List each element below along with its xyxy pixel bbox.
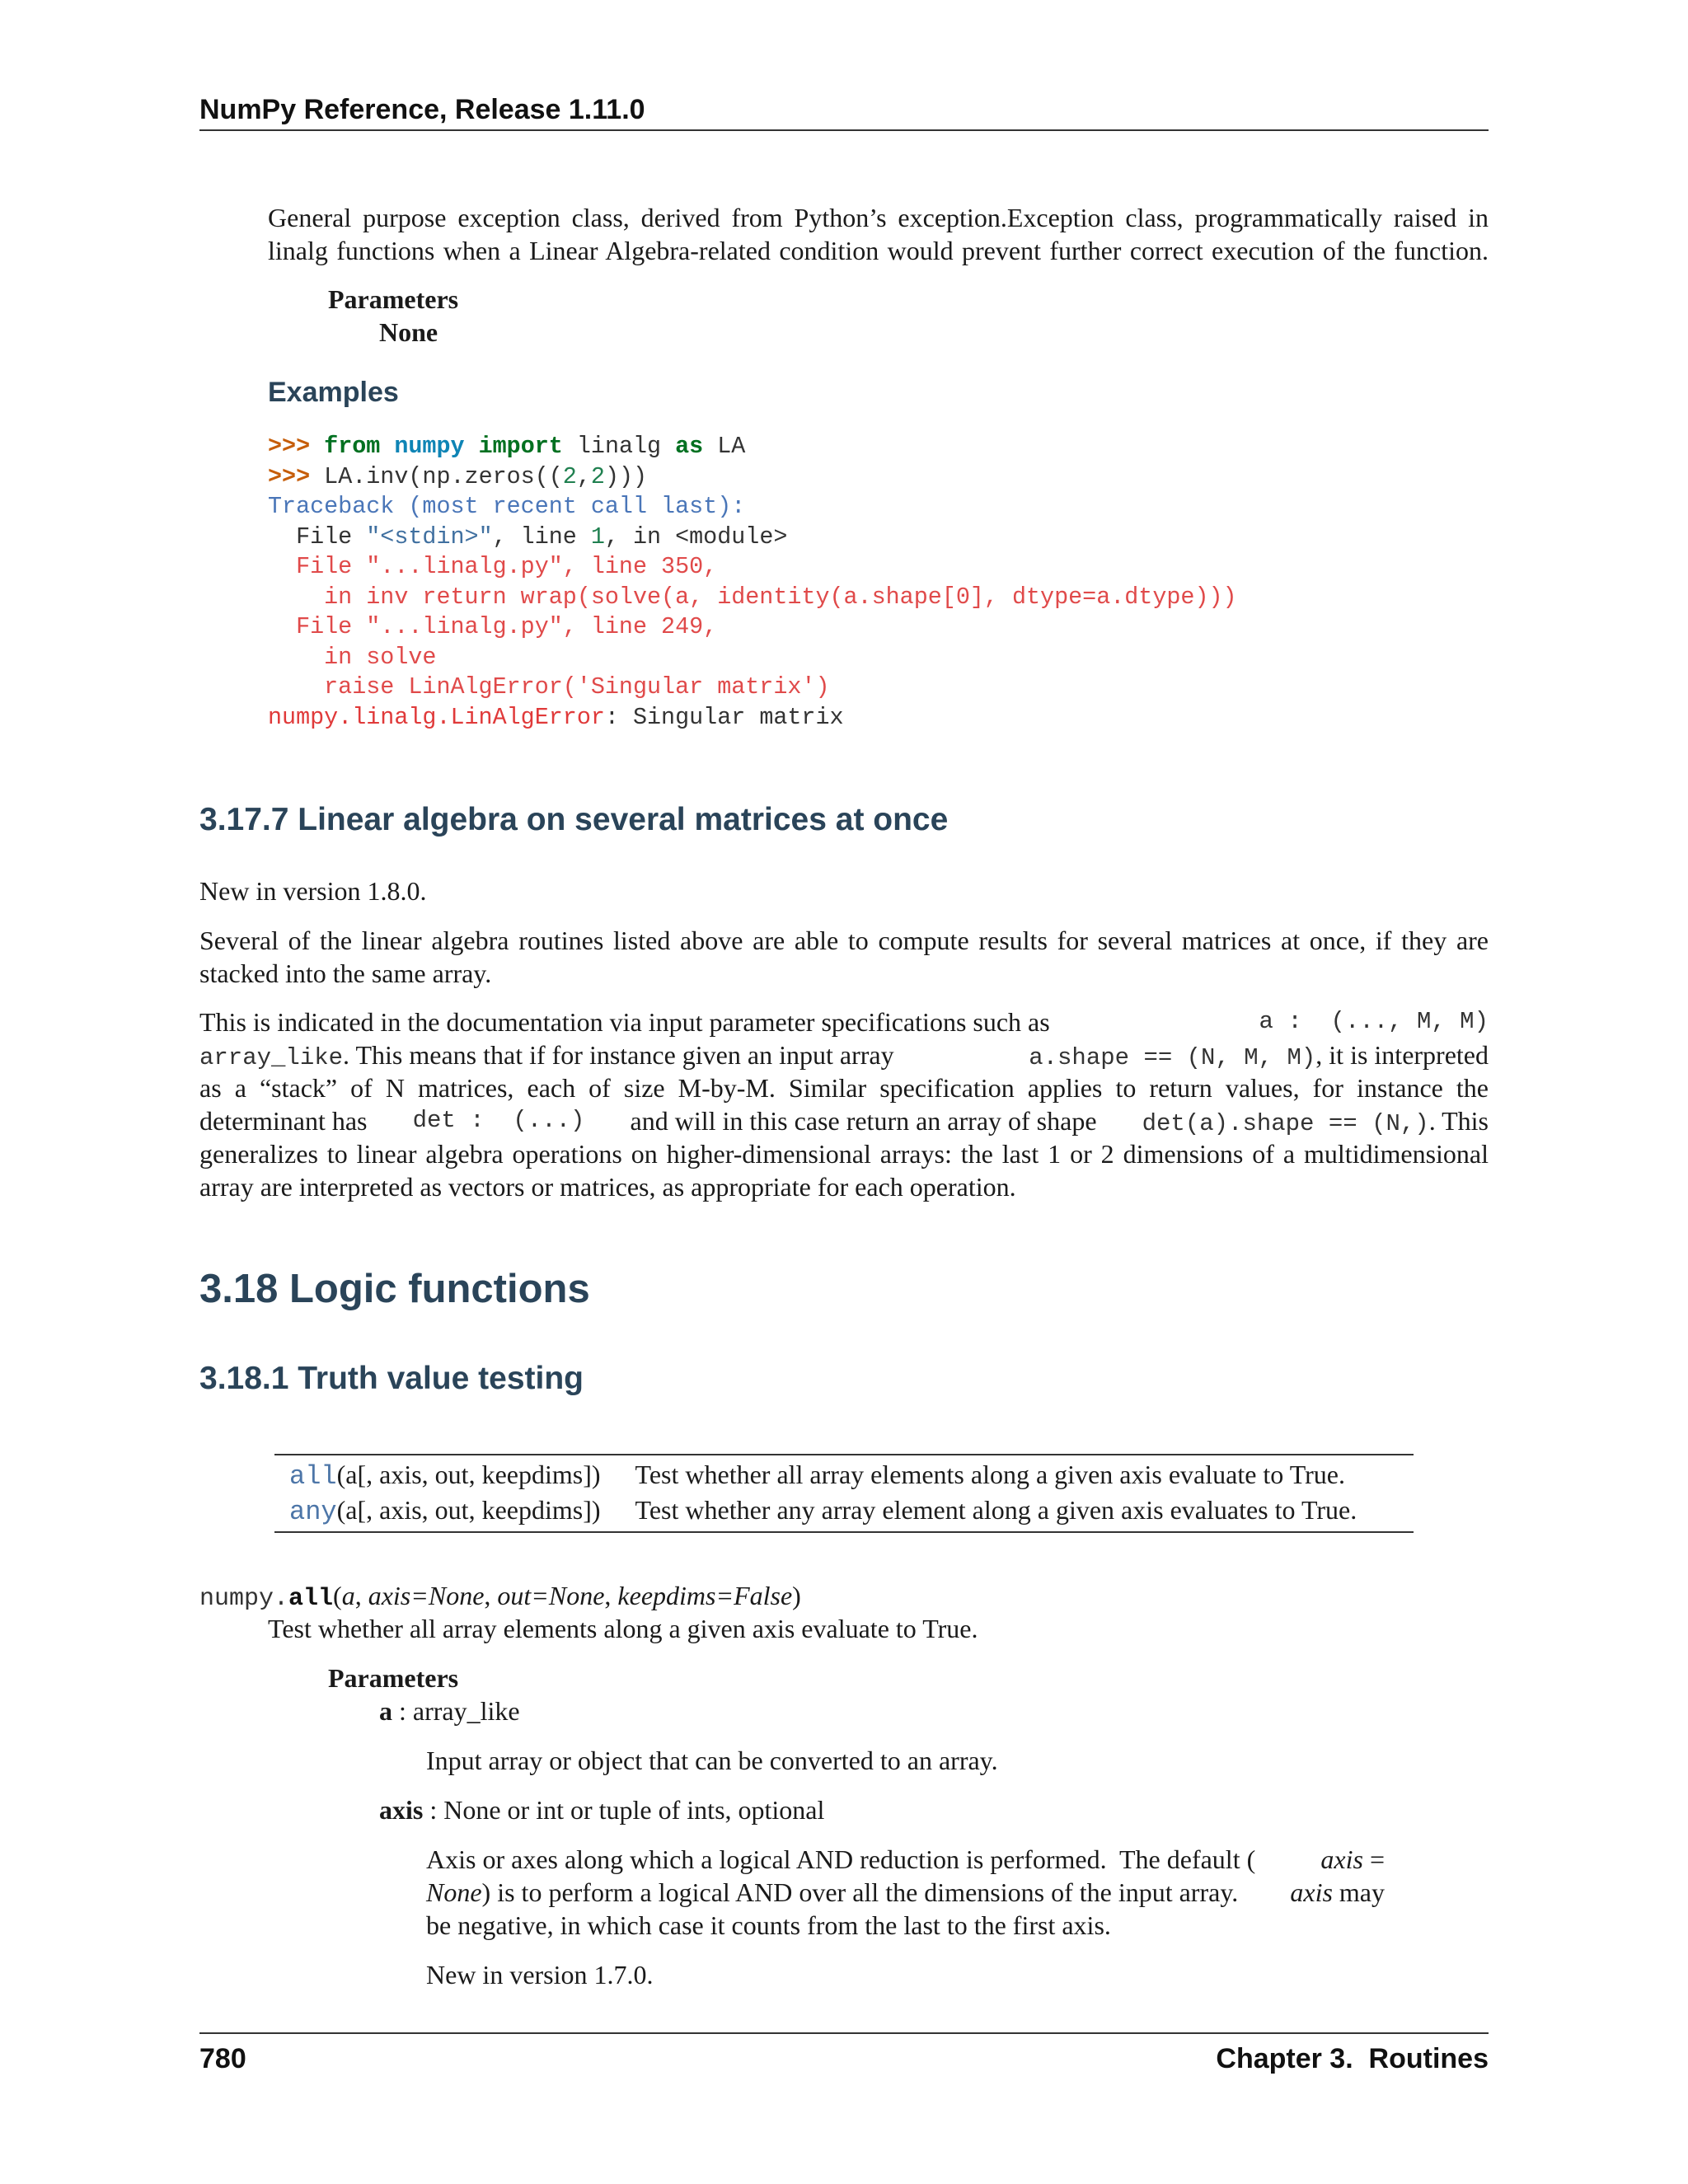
- description-text: =: [1362, 1844, 1385, 1874]
- inline-code: a : (..., M, M): [1259, 1008, 1489, 1035]
- param-axis-version-note: New in version 1.7.0.: [426, 1960, 654, 1990]
- function-signature: [199, 1579, 801, 1615]
- param-type: : array_like: [392, 1696, 520, 1726]
- description-italic: axis: [1320, 1844, 1363, 1874]
- code-text: ,: [576, 462, 591, 490]
- code-line-10: [268, 703, 1237, 733]
- code-line-3: Traceback (most recent call last):: [268, 493, 746, 520]
- paragraph-line: Several of the linear algebra routines listed above are able to compute results for several matrices at once, if they are: [199, 926, 1489, 955]
- exception-description-line-1: General purpose exception class, derived from Python’s exception.Exception class, programmatically raised in: [268, 203, 1489, 232]
- code-number: 2: [562, 462, 577, 490]
- param-type: : None or int or tuple of ints, optional: [423, 1795, 825, 1825]
- description-cell: Test whether all array elements along a given axis evaluate to True.: [635, 1460, 1345, 1489]
- signature-param: out=None: [497, 1581, 605, 1610]
- signature-separator: ,: [354, 1581, 368, 1610]
- signature-param: axis=None: [368, 1581, 485, 1610]
- function-link-any[interactable]: any: [289, 1497, 337, 1527]
- code-text: LA.inv(np.zeros((: [324, 462, 563, 490]
- version-note: New in version 1.8.0.: [199, 876, 427, 906]
- chapter-label: Chapter 3. Routines: [1216, 2043, 1489, 2074]
- inline-code: a.shape == (N, M, M): [1029, 1044, 1316, 1071]
- signature-module: numpy.: [199, 1585, 289, 1613]
- code-prompt: >>>: [268, 433, 325, 460]
- code-prompt: >>>: [268, 462, 325, 490]
- code-text: File: [268, 523, 367, 551]
- paragraph-text: determinant has: [199, 1106, 368, 1136]
- description-segment: [426, 1876, 1238, 1909]
- code-line-1: [268, 432, 1237, 462]
- paragraph-text: . This means that if for instance given an input array: [343, 1040, 894, 1070]
- function-link-all[interactable]: all: [289, 1461, 337, 1492]
- code-text: LA: [703, 433, 746, 460]
- description-italic: None: [426, 1877, 482, 1907]
- paragraph-line: [199, 1005, 1489, 1038]
- code-exception-name: numpy.linalg.LinAlgError: [268, 703, 605, 731]
- table-row: [274, 1493, 1367, 1529]
- inline-code: det(a).shape == (N,): [1142, 1110, 1429, 1137]
- param-name: a: [379, 1696, 392, 1726]
- paragraph-text: and will in this case return an array of shape: [630, 1106, 1097, 1136]
- param-axis-description-line: be negative, in which case it counts from the last to the first axis.: [426, 1910, 1111, 1940]
- signature-paren: ): [792, 1581, 801, 1610]
- code-keyword-from: from: [324, 433, 381, 460]
- page-number: 780: [199, 2043, 246, 2074]
- code-text: linalg: [562, 433, 676, 460]
- description-text: ) is to perform a logical AND over all the dimensions of the input array.: [481, 1877, 1239, 1907]
- param-a: [379, 1694, 520, 1727]
- summary-table: [274, 1458, 1367, 1529]
- description-cell: Test whether any array element along a given axis evaluates to True.: [635, 1495, 1357, 1525]
- code-line-4: [268, 523, 1237, 553]
- paragraph-line: stacked into the same array.: [199, 958, 492, 988]
- code-text: : Singular matrix: [604, 703, 844, 731]
- signature-name: all: [288, 1585, 334, 1613]
- code-line-9: raise LinAlgError('Singular matrix'): [268, 673, 830, 701]
- signature-paren: (: [333, 1581, 342, 1610]
- param-axis: [379, 1793, 824, 1826]
- signature-param: keepdims=False: [617, 1581, 793, 1610]
- code-example-block: [268, 432, 1237, 733]
- footer-rule: [199, 2032, 1489, 2034]
- description-text: Axis or axes along which a logical AND reduction is performed. The default (: [426, 1844, 1256, 1874]
- paragraph-segment: [1029, 1038, 1489, 1075]
- parameters-value: None: [379, 317, 438, 347]
- param-axis-description-line: [426, 1843, 1385, 1876]
- paragraph-line: array are interpreted as vectors or matrices, as appropriate for each operation.: [199, 1172, 1016, 1202]
- paragraph-line: generalizes to linear algebra operations on higher-dimensional arrays: the last 1 or 2 dimensions of a multidimensional: [199, 1139, 1489, 1169]
- code-text: , line: [492, 523, 591, 551]
- exception-description-line-2: linalg functions when a Linear Algebra-related condition would prevent further correct execution of the function.: [268, 236, 1489, 265]
- paragraph-text: This is indicated in the documentation via input parameter specifications such as: [199, 1007, 1050, 1037]
- code-line-6: in inv return wrap(solve(a, identity(a.shape[0], dtype=a.dtype))): [268, 583, 1237, 611]
- description-segment: [1320, 1843, 1385, 1876]
- code-line-8: in solve: [268, 643, 437, 671]
- code-line-7: File "...linalg.py", line 249,: [268, 613, 718, 640]
- signature-separator: ,: [604, 1581, 618, 1610]
- code-line-2: [268, 462, 1237, 493]
- code-line-5: File "...linalg.py", line 350,: [268, 553, 718, 580]
- signature-separator: ,: [484, 1581, 498, 1610]
- code-module-numpy: numpy: [394, 433, 465, 460]
- inline-code: det : (...): [412, 1107, 585, 1134]
- running-header: NumPy Reference, Release 1.11.0: [199, 94, 645, 125]
- paragraph-text: . This: [1428, 1106, 1489, 1136]
- code-number: 2: [590, 462, 605, 490]
- code-keyword-import: import: [478, 433, 563, 460]
- function-summary: Test whether all array elements along a given axis evaluate to True.: [268, 1614, 978, 1643]
- code-number: 1: [590, 523, 605, 551]
- paragraph-line: as a “stack” of N matrices, each of size M-by-M. Similar specification applies to return values, for instance the: [199, 1073, 1489, 1103]
- header-rule: [199, 129, 1489, 131]
- paragraph-segment: [1142, 1104, 1489, 1141]
- examples-heading: Examples: [268, 377, 399, 408]
- parameters-label: Parameters: [328, 284, 459, 314]
- param-axis-description-line: [426, 1876, 1385, 1909]
- function-args: (a[, axis, out, keepdims]): [336, 1460, 601, 1489]
- description-text: may: [1332, 1877, 1385, 1907]
- description-segment: [1290, 1876, 1385, 1909]
- function-args: (a[, axis, out, keepdims]): [336, 1495, 601, 1525]
- parameters-label: Parameters: [328, 1663, 459, 1693]
- description-italic: axis: [1290, 1877, 1333, 1907]
- table-row: [274, 1458, 1367, 1493]
- code-text: , in <module>: [604, 523, 788, 551]
- section-heading-3-18: 3.18 Logic functions: [199, 1267, 590, 1311]
- code-string: "<stdin>": [366, 523, 493, 551]
- param-a-description: Input array or object that can be converted to an array.: [426, 1746, 998, 1775]
- paragraph-line: [199, 1104, 1489, 1141]
- paragraph-line: [199, 1038, 1489, 1075]
- paragraph-segment: [199, 1038, 894, 1075]
- section-heading-3-18-1: 3.18.1 Truth value testing: [199, 1361, 584, 1396]
- function-cell: [274, 1493, 611, 1529]
- param-name: axis: [379, 1795, 424, 1825]
- signature-param: a: [341, 1581, 355, 1610]
- code-text: ))): [604, 462, 648, 490]
- paragraph-text: , it is interpreted: [1315, 1040, 1489, 1070]
- function-summary-table: [274, 1454, 1414, 1533]
- inline-code: array_like: [199, 1044, 344, 1071]
- section-heading-3-17-7: 3.17.7 Linear algebra on several matrices at once: [199, 802, 949, 837]
- code-keyword-as: as: [675, 433, 704, 460]
- function-cell: [274, 1458, 611, 1493]
